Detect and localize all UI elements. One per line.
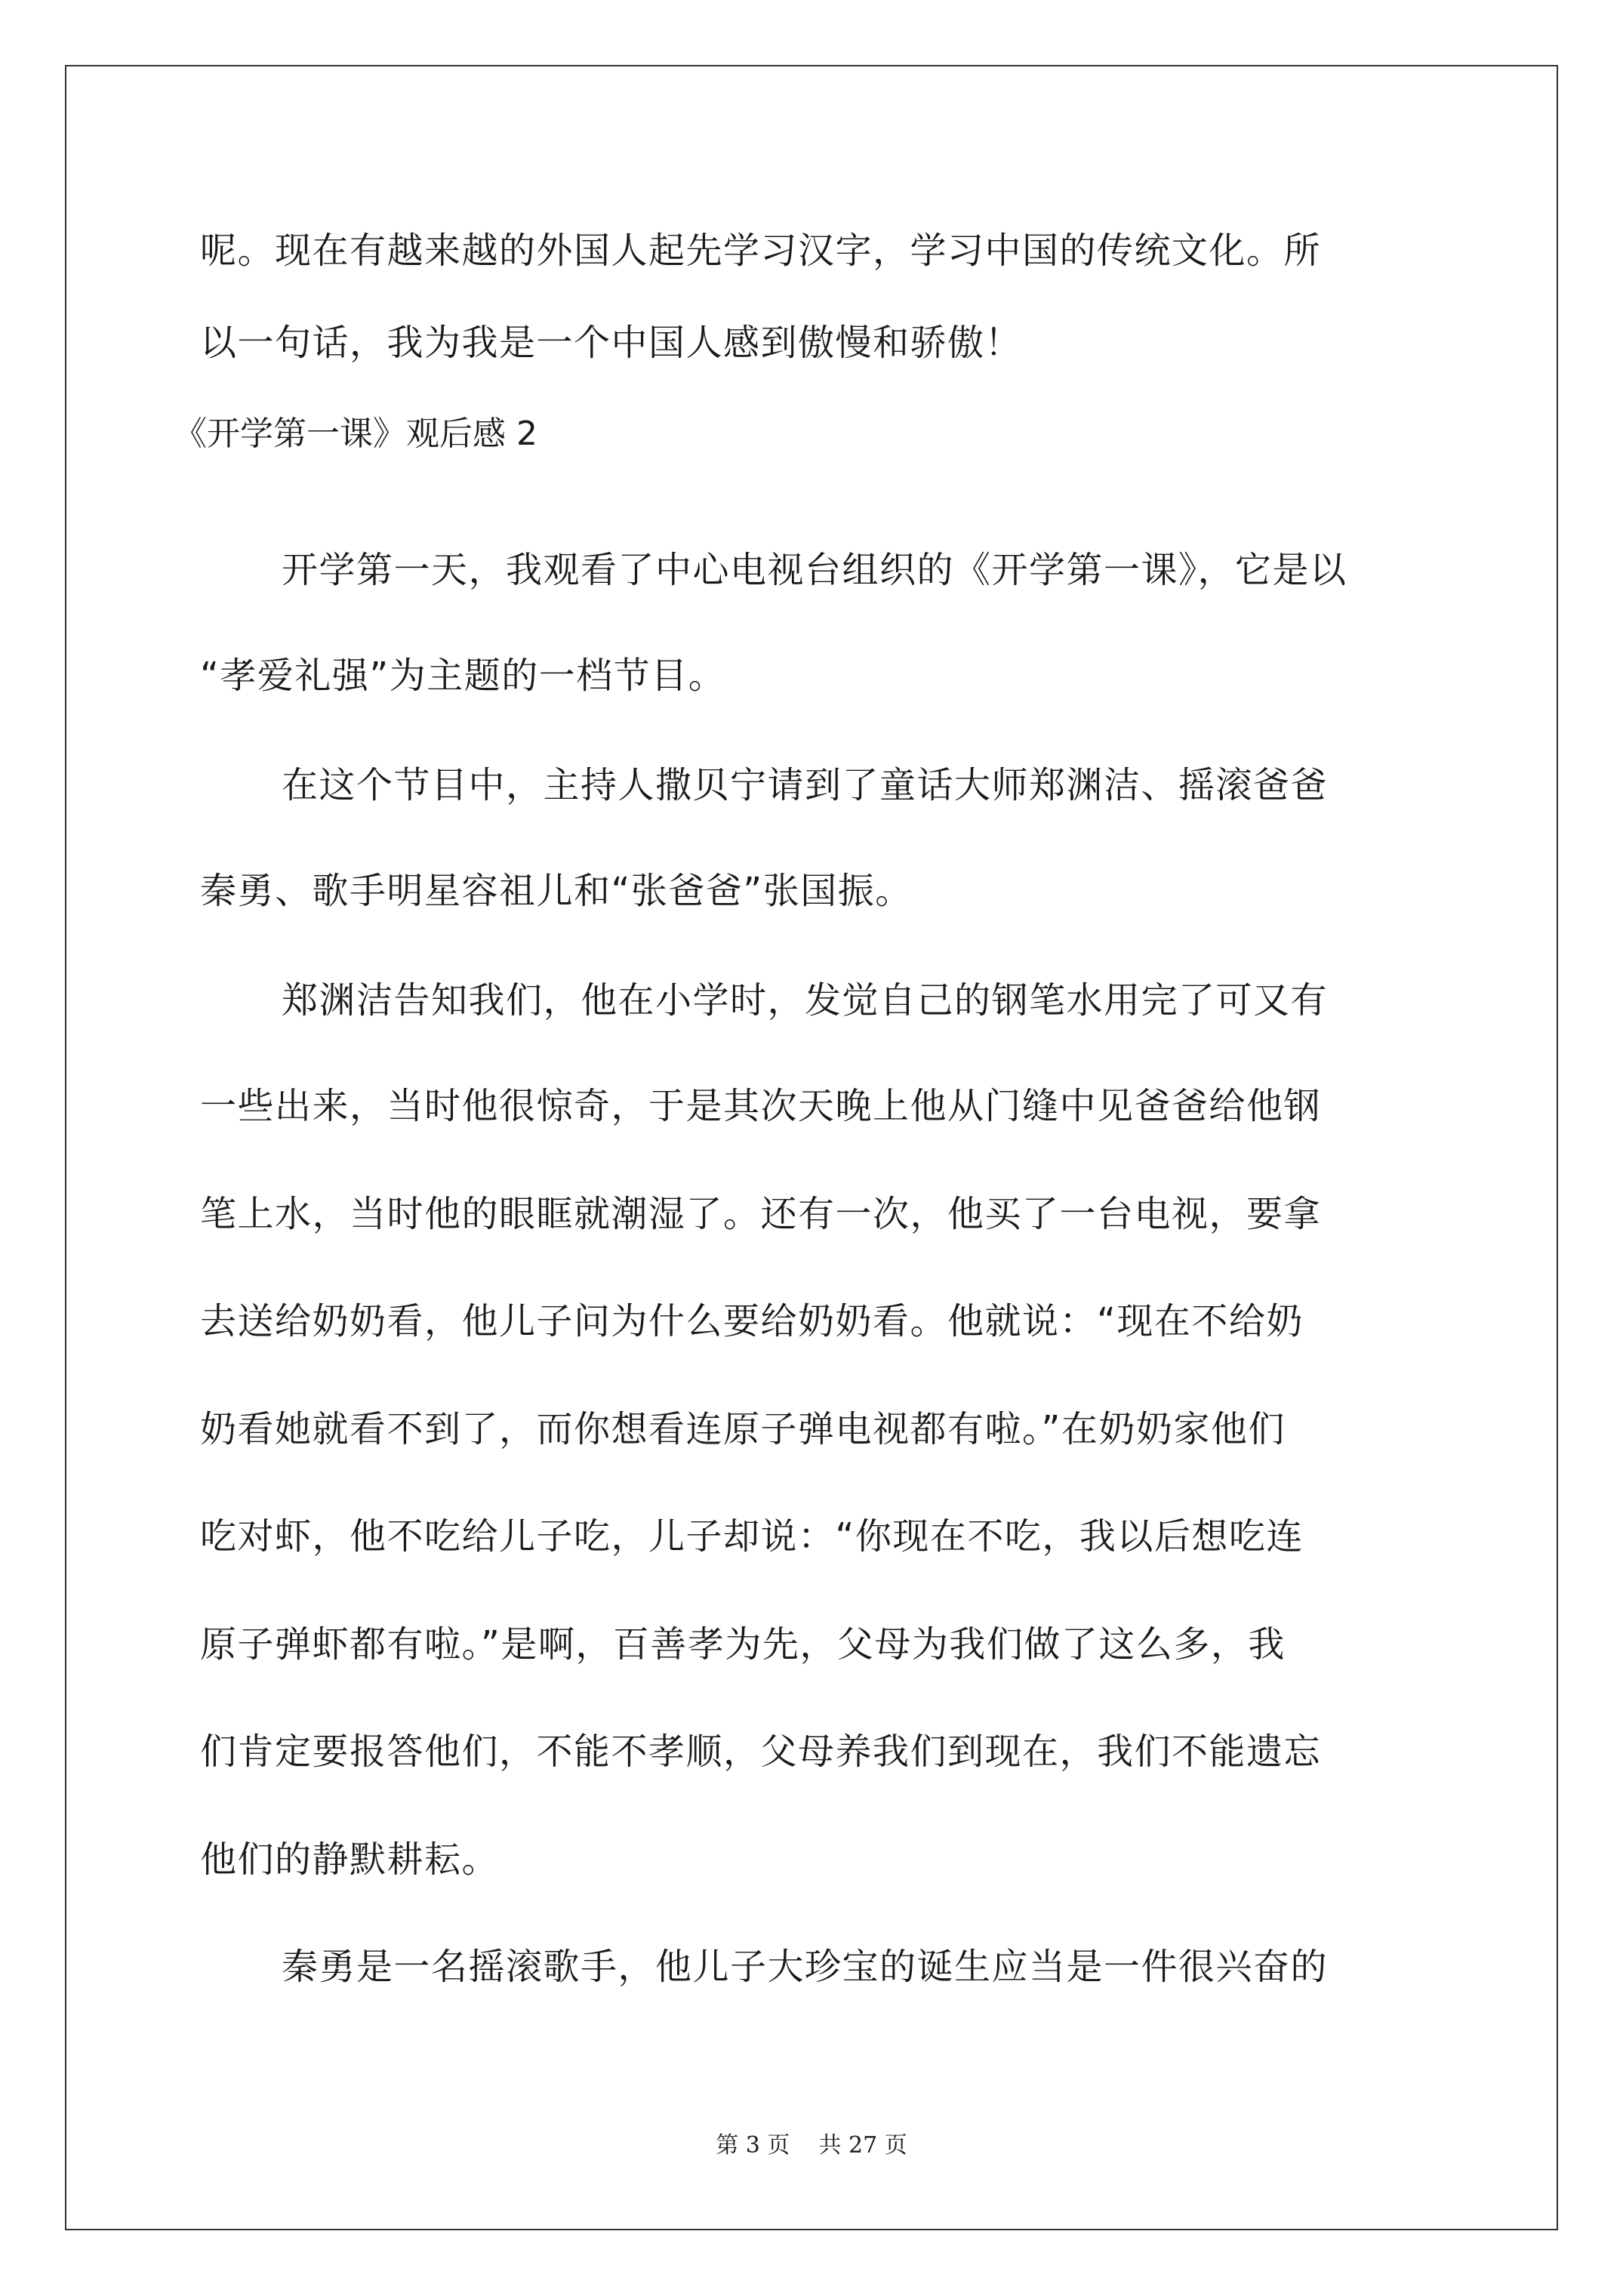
text-line-12: 吃对虾，他不吃给儿子吃，儿子却说：“你现在不吃，我以后想吃连 xyxy=(200,1515,1304,1558)
text-line-14: 们肯定要报答他们，不能不孝顺，父母养我们到现在，我们不能遗忘 xyxy=(200,1730,1322,1773)
page-border xyxy=(65,65,1558,2230)
text-line-10: 去送给奶奶看，他儿子问为什么要给奶奶看。他就说：“现在不给奶 xyxy=(200,1300,1304,1342)
text-line-1: 呢。现在有越来越的外国人起先学习汉字，学习中国的传统文化。所 xyxy=(200,230,1322,272)
text-line-6: 秦勇、歌手明星容祖儿和“张爸爸”张国振。 xyxy=(200,870,913,912)
text-line-7: 郑渊洁告知我们，他在小学时，发觉自己的钢笔水用完了可又有 xyxy=(282,979,1329,1022)
text-line-15: 他们的静默耕耘。 xyxy=(200,1838,500,1881)
text-line-5: 在这个节目中，主持人撒贝宁请到了童话大师郑渊洁、摇滚爸爸 xyxy=(282,764,1329,806)
text-line-4: “孝爱礼强”为主题的一档节目。 xyxy=(200,655,726,697)
page-number-footer: 第 3 页 共 27 页 xyxy=(716,2132,907,2159)
text-line-8: 一些出来，当时他很惊奇，于是其次天晚上他从门缝中见爸爸给他钢 xyxy=(200,1085,1322,1127)
text-line-16: 秦勇是一名摇滚歌手，他儿子大珍宝的诞生应当是一件很兴奋的 xyxy=(282,1946,1329,1988)
text-line-2: 以一句话，我为我是一个中国人感到傲慢和骄傲！ xyxy=(200,322,1023,364)
text-line-9: 笔上水，当时他的眼眶就潮湿了。还有一次，他买了一台电视，要拿 xyxy=(200,1193,1322,1235)
text-line-11: 奶看她就看不到了，而你想看连原子弹电视都有啦。”在奶奶家他们 xyxy=(200,1408,1286,1450)
text-line-13: 原子弹虾都有啦。”是啊，百善孝为先，父母为我们做了这么多，我 xyxy=(200,1623,1286,1666)
section-heading: 《开学第一课》观后感 2 xyxy=(174,415,537,453)
text-line-3: 开学第一天，我观看了中心电视台组织的《开学第一课》，它是以 xyxy=(282,549,1347,591)
